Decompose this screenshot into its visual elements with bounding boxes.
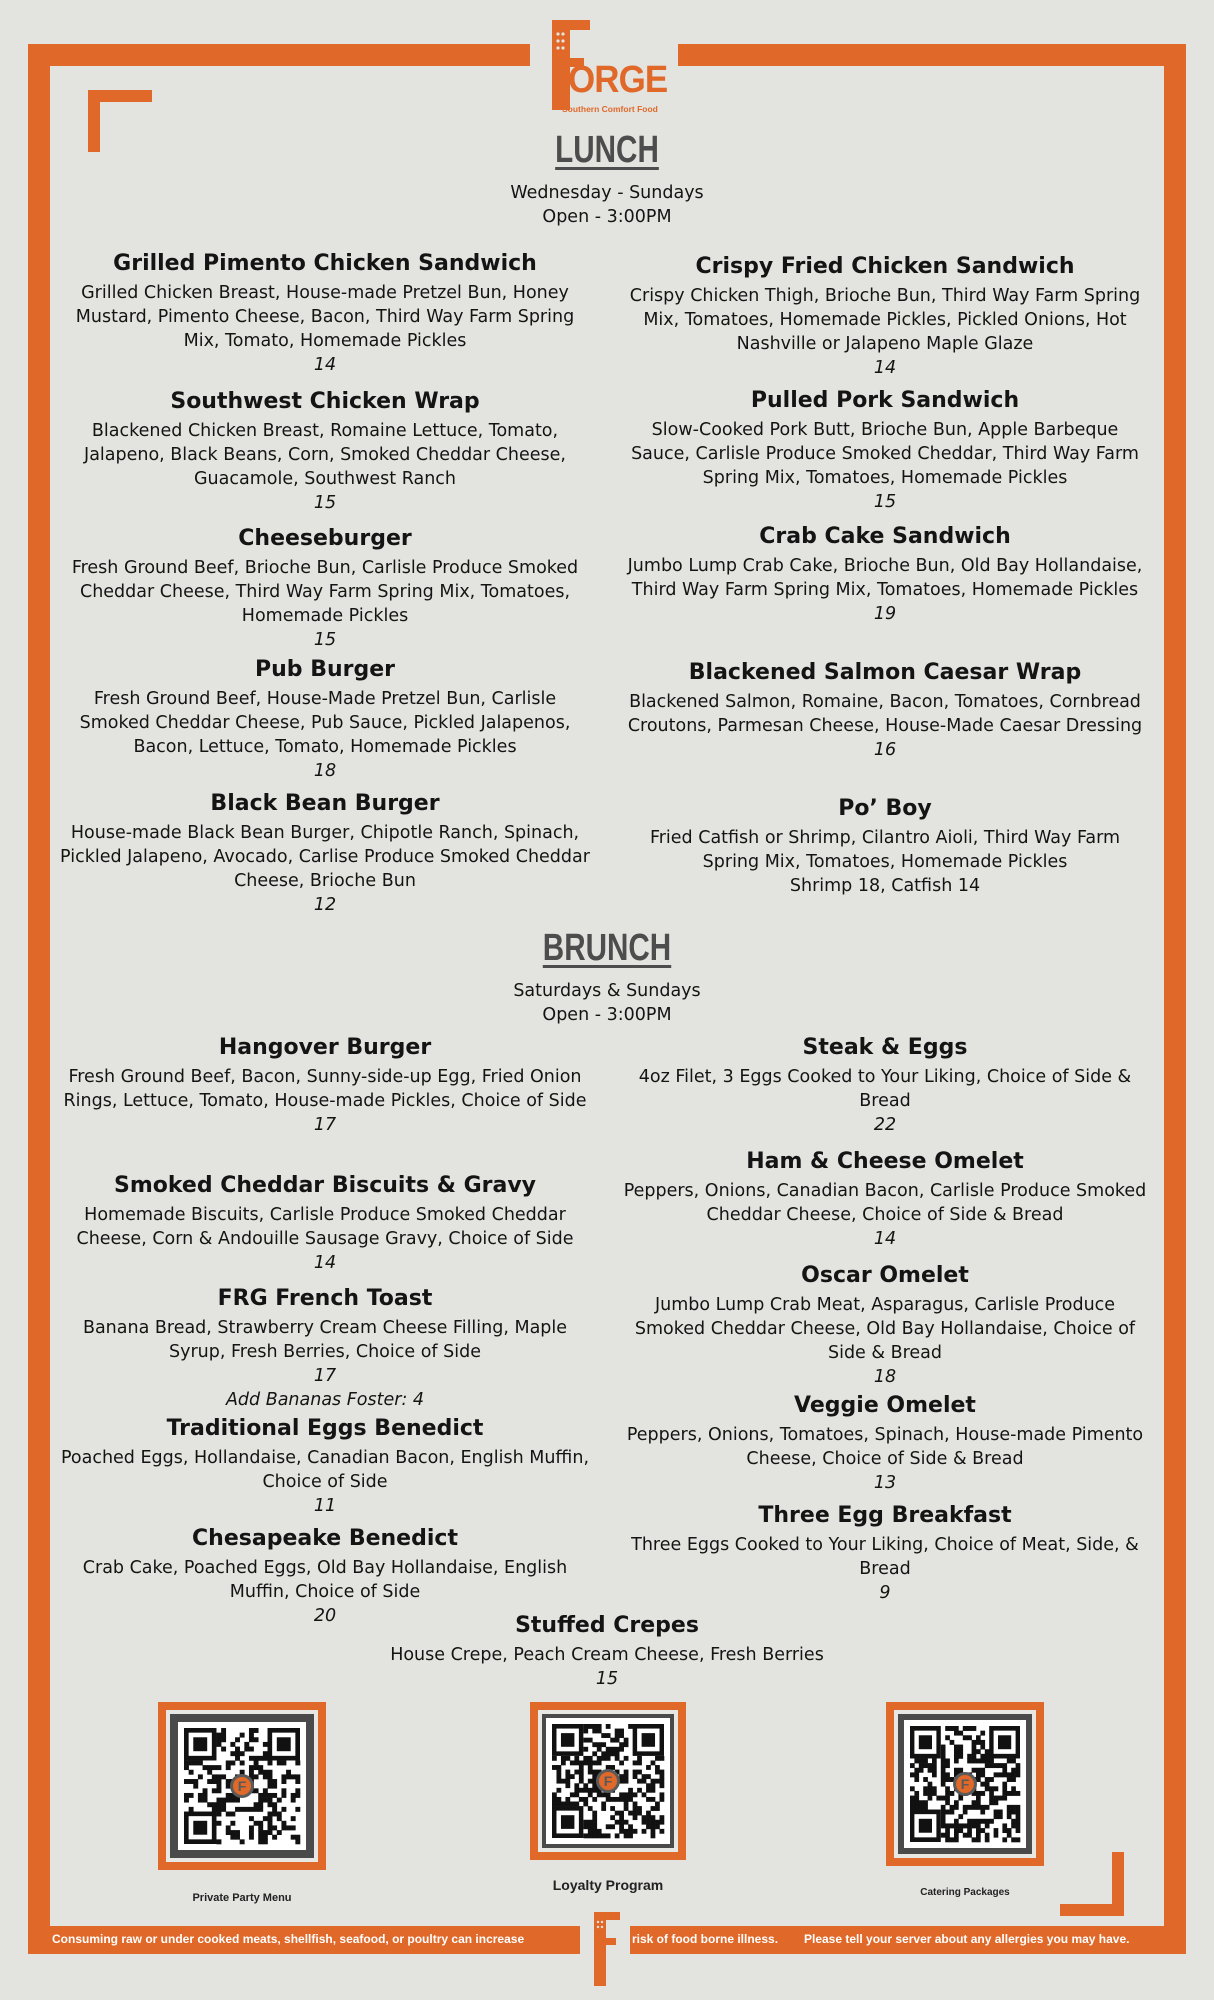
item-price: 12 <box>313 895 337 915</box>
menu-item <box>60 1033 590 1137</box>
item-description: Crab Cake, Poached Eggs, Old Bay Hollandaise, English Muffin, Choice of Side <box>82 1558 568 1602</box>
menu-item <box>620 1501 1150 1605</box>
item-price: 13 <box>873 1473 897 1493</box>
qr-code-private-party[interactable] <box>158 1702 326 1870</box>
item-description: Poached Eggs, Hollandaise, Canadian Bacon, English Muffin, Choice of Side <box>60 1448 590 1492</box>
item-description: 4oz Filet, 3 Eggs Cooked to Your Liking, Choice of Side & Bread <box>638 1067 1132 1111</box>
menu-item <box>60 524 590 652</box>
item-name: Grilled Pimento Chicken Sandwich <box>113 251 537 276</box>
item-description: Three Eggs Cooked to Your Liking, Choice of Meat, Side, & Bread <box>631 1535 1139 1579</box>
item-description: Fried Catfish or Shrimp, Cilantro Aioli, Third Way Farm Spring Mix, Tomatoes, Homemade Pickles <box>649 828 1121 872</box>
item-name: Hangover Burger <box>218 1035 432 1060</box>
item-description: House Crepe, Peach Cream Cheese, Fresh Berries <box>390 1645 824 1665</box>
item-price: 17 <box>313 1366 337 1386</box>
item-description: Banana Bread, Strawberry Cream Cheese Filling, Maple Syrup, Fresh Berries, Choice of Side <box>82 1318 568 1362</box>
item-price: 22 <box>873 1115 897 1135</box>
item-description: Jumbo Lump Crab Meat, Asparagus, Carlisle Produce Smoked Cheddar Cheese, Old Bay Hollandaise, Choice of Side & Bread <box>634 1295 1136 1363</box>
menu-item <box>60 1171 590 1275</box>
qr-label-loyalty: Loyalty Program <box>552 1877 664 1893</box>
item-description: Fresh Ground Beef, House-Made Pretzel Bun, Carlisle Smoked Cheddar Cheese, Pub Sauce, Pickled Jalapenos, Bacon, Lettuce, Tomato, Homemade Pickles <box>79 689 571 757</box>
menu-item <box>620 1391 1150 1495</box>
lunch-hours: Open - 3:00PM <box>542 207 672 227</box>
frame-top-right <box>678 44 1186 66</box>
item-description: Grilled Chicken Breast, House-made Pretzel Bun, Honey Mustard, Pimento Cheese, Bacon, Third Way Farm Spring Mix, Tomato, Homemade Pickles <box>75 283 575 351</box>
qr-code-icon <box>530 1702 686 1860</box>
menu-item <box>60 789 590 917</box>
item-price: 20 <box>313 1606 337 1626</box>
item-price: 15 <box>313 630 337 650</box>
item-price: 14 <box>873 358 897 378</box>
item-price: 14 <box>873 1229 897 1249</box>
disclaimer-text-3: Please tell your server about any allergies you may have. <box>804 1932 1130 1946</box>
item-description: Fresh Ground Beef, Bacon, Sunny-side-up Egg, Fried Onion Rings, Lettuce, Tomato, House-made Pickles, Choice of Side <box>63 1067 587 1111</box>
item-name: Smoked Cheddar Biscuits & Gravy <box>113 1173 537 1198</box>
item-price: 16 <box>873 740 897 760</box>
item-description: House-made Black Bean Burger, Chipotle Ranch, Spinach, Pickled Jalapeno, Avocado, Carlise Produce Smoked Cheddar Cheese, Brioche Bun <box>60 823 590 891</box>
item-description: Blackened Chicken Breast, Romaine Lettuce, Tomato, Jalapeno, Black Beans, Corn, Smoked Cheddar Cheese, Guacamole, Southwest Ranch <box>84 421 566 489</box>
item-description: Fresh Ground Beef, Brioche Bun, Carlisle Produce Smoked Cheddar Cheese, Third Way Farm Spring Mix, Tomatoes, Homemade Pickles <box>71 558 579 626</box>
menu-item <box>60 387 590 515</box>
lunch-days: Wednesday - Sundays <box>510 183 704 203</box>
menu-item <box>620 1033 1150 1137</box>
item-name: FRG French Toast <box>217 1286 433 1311</box>
item-name: Oscar Omelet <box>801 1263 969 1288</box>
item-description: Peppers, Onions, Tomatoes, Spinach, House-made Pimento Cheese, Choice of Side & Bread <box>626 1425 1144 1469</box>
item-name: Pulled Pork Sandwich <box>750 388 1020 413</box>
item-price: 11 <box>313 1496 337 1516</box>
item-name: Black Bean Burger <box>210 791 440 816</box>
item-price: 15 <box>595 1669 619 1689</box>
item-name: Stuffed Crepes <box>515 1613 699 1638</box>
item-description: Crispy Chicken Thigh, Brioche Bun, Third Way Farm Spring Mix, Tomatoes, Homemade Pickles, Pickled Onions, Hot Nashville or Jalapeno Maple Glaze <box>629 286 1141 354</box>
item-description: Homemade Biscuits, Carlisle Produce Smoked Cheddar Cheese, Corn & Andouille Sausage Gravy, Choice of Side <box>76 1205 574 1249</box>
item-name: Veggie Omelet <box>794 1393 976 1418</box>
item-price: 15 <box>313 493 337 513</box>
item-price: Shrimp 18, Catfish 14 <box>789 876 981 896</box>
item-name: Crispy Fried Chicken Sandwich <box>695 254 1075 279</box>
menu-item <box>620 386 1150 514</box>
item-price: 18 <box>873 1367 897 1387</box>
item-name: Steak & Eggs <box>802 1035 968 1060</box>
item-price: 18 <box>313 761 337 781</box>
item-price: 19 <box>873 604 897 624</box>
item-price: 14 <box>313 1253 337 1273</box>
item-description: Peppers, Onions, Canadian Bacon, Carlisle Produce Smoked Cheddar Cheese, Choice of Side & Bread <box>623 1181 1147 1225</box>
corner-accent-bottom-right-vertical <box>1112 1852 1124 1916</box>
item-description: Slow-Cooked Pork Butt, Brioche Bun, Apple Barbeque Sauce, Carlisle Produce Smoked Cheddar, Third Way Farm Spring Mix, Tomatoes, Homemade Pickles <box>631 420 1139 488</box>
item-name: Ham & Cheese Omelet <box>746 1149 1024 1174</box>
logo-wordmark: ORGE <box>568 59 668 101</box>
menu-item <box>60 655 590 783</box>
item-name: Cheeseburger <box>238 526 412 551</box>
menu-item <box>620 252 1150 380</box>
item-description: Blackened Salmon, Romaine, Bacon, Tomatoes, Cornbread Croutons, Parmesan Cheese, House-Made Caesar Dressing <box>627 692 1143 736</box>
frame-top-left <box>28 44 530 66</box>
item-price: 17 <box>313 1115 337 1135</box>
item-price: 15 <box>873 492 897 512</box>
item-price: 14 <box>313 355 337 375</box>
menu-item <box>60 249 590 377</box>
menu-item <box>60 1284 590 1412</box>
menu-item <box>620 658 1150 762</box>
qr-code-catering[interactable] <box>886 1702 1044 1866</box>
menu-item <box>620 1261 1150 1389</box>
item-name: Chesapeake Benedict <box>192 1526 458 1551</box>
item-description: Jumbo Lump Crab Cake, Brioche Bun, Old Bay Hollandaise, Third Way Farm Spring Mix, Tomatoes, Homemade Pickles <box>627 556 1143 600</box>
menu-item <box>342 1611 872 1691</box>
item-name: Traditional Eggs Benedict <box>166 1416 484 1441</box>
item-name: Pub Burger <box>255 657 395 682</box>
item-name: Crab Cake Sandwich <box>759 524 1011 549</box>
qr-code-icon <box>886 1702 1044 1866</box>
item-name: Southwest Chicken Wrap <box>170 389 480 414</box>
menu-item <box>620 1147 1150 1251</box>
menu-item <box>620 794 1150 898</box>
menu-item <box>620 522 1150 626</box>
brunch-hours: Open - 3:00PM <box>542 1005 672 1025</box>
brunch-title: BRUNCH <box>542 927 672 969</box>
item-price: 9 <box>879 1583 891 1603</box>
svg-text:F: F <box>960 1776 970 1792</box>
item-name: Po’ Boy <box>838 796 932 821</box>
item-add-on: Add Bananas Foster: 4 <box>225 1390 425 1410</box>
qr-code-loyalty[interactable] <box>530 1702 686 1860</box>
qr-label-catering: Catering Packages <box>920 1887 1010 1898</box>
qr-code-icon <box>158 1702 326 1870</box>
disclaimer-text-2: risk of food borne illness. <box>632 1932 779 1946</box>
brunch-days: Saturdays & Sundays <box>513 981 701 1001</box>
disclaimer-text-1: Consuming raw or under cooked meats, shellfish, seafood, or poultry can increase <box>52 1932 525 1946</box>
lunch-title: LUNCH <box>555 129 659 171</box>
corner-accent-top-left-vertical <box>88 90 100 152</box>
logo-tagline: Southern Comfort Food <box>562 104 658 114</box>
qr-label-private-party: Private Party Menu <box>192 1892 292 1904</box>
svg-text:F: F <box>603 1773 613 1789</box>
forge-mark-icon <box>582 1908 628 1990</box>
item-name: Three Egg Breakfast <box>758 1503 1012 1528</box>
item-name: Blackened Salmon Caesar Wrap <box>688 660 1082 685</box>
svg-text:F: F <box>237 1778 247 1794</box>
menu-item <box>60 1414 590 1518</box>
